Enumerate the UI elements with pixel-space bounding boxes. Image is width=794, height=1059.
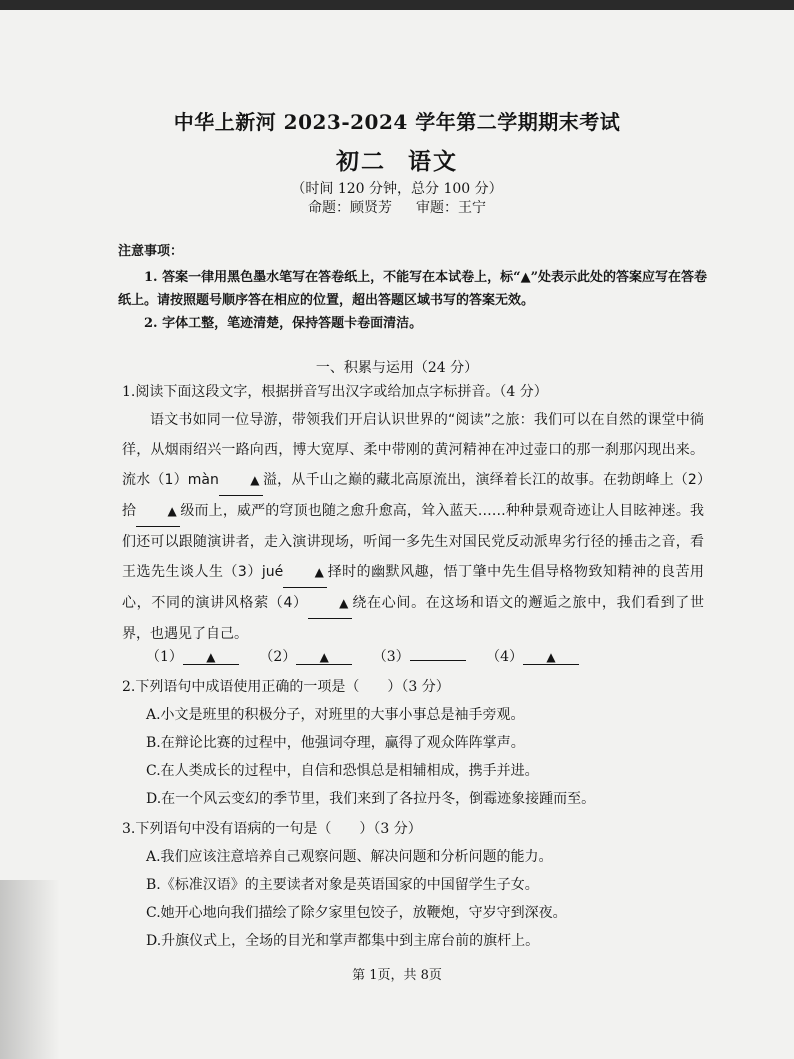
answer-slot-4 [523,650,579,665]
authors-line [0,197,794,217]
answer-slot-3 [410,660,466,661]
passage-text: 择时的幽默风趣，悟丁肇中先生倡导格物致知精神的良苦用心，不同的演讲风格萦（4） [122,564,704,611]
notice-item: 2. 字体工整，笔迹清楚，保持答题卡卷面清洁。 [144,316,423,331]
answer-slot-2 [296,650,352,665]
exam-subject-line [0,143,794,176]
passage-text: 级而上，威严的穹顶也随之愈升愈高，耸入蓝天……种种景观奇迹让人目眩神迷。我们还可以跟随演讲者，走入演讲现场，听闻一多先生对国民党反动派卑劣行径的捶击之音，看王选先生谈人生（3）jué [122,503,705,580]
question-2-option: B.在辩论比赛的过程中，他强词夺理，赢得了观众阵阵掌声。 [146,735,525,751]
question-3-prompt: 3.下列语句中没有语病的一句是（ ）（3 分） [122,821,422,837]
passage-text: 绕在心间。在这场和语文的邂逅之旅中，我们看到了世界，也遇见了自己。 [122,595,704,642]
answer-blank-1 [219,465,263,496]
question-3-option: D.升旗仪式上，全场的目光和掌声都集中到主席台前的旗杆上。 [146,933,540,949]
question-2-option: A.小文是班里的积极分子，对班里的大事小事总是袖手旁观。 [146,707,525,723]
grade-label: 初二 [336,148,386,175]
author-label: 命题：顾贤芳 [308,200,392,216]
answer-blank-3 [283,557,327,588]
question-2-option: C.在人类成长的过程中，自信和恐惧总是相辅相成，携手并进。 [146,763,539,779]
triangle-marker: ▲ [167,504,177,518]
notice-heading: 注意事项： [118,244,184,259]
notice-item: 1. 答案一律用黑色墨水笔写在答卷纸上，不能写在本试卷上，标“▲”处表示此处的答案应写在答卷纸上。请按照题号顺序答在相应的位置，超出答题区域书写的答案无效。 [118,270,708,308]
triangle-marker: ▲ [546,650,556,664]
question-3-option: B.《标准汉语》的主要读者对象是英语国家的中国留学生子女。 [146,877,539,893]
triangle-marker: ▲ [314,565,324,579]
reading-passage [122,405,704,649]
page-footer: 第 1页，共 8页 [352,968,442,983]
answer-line [146,646,579,666]
exam-title: 中华上新河 2023-2024 学年第二学期期末考试 [173,110,621,134]
triangle-marker: ▲ [319,650,329,664]
answer-blank-4 [308,588,352,619]
time-info: （时间 120 分钟，总分 100 分） [291,181,503,197]
notice-block [118,240,718,335]
answer-label-1: （1） [146,649,183,665]
passage-text: 溢，从千山之巅的藏北高原流出，演绎着长江的故事。在勃朗峰上（2）拾 [122,472,705,519]
answer-slot-1 [183,650,239,665]
question-2-prompt: 2.下列语句中成语使用正确的一项是（ ）（3 分） [122,679,450,695]
answer-blank-2 [136,496,180,527]
answer-label-2: （2） [259,649,297,665]
answer-label-4: （4） [486,649,524,665]
question-3-option: A.我们应该注意培养自己观察问题、解决问题和分析问题的能力。 [146,849,553,865]
passage-text: 语文书如同一位导游，带领我们开启认识世界的“阅读”之旅：我们可以在自然的课堂中徜徉，从烟雨绍兴一路向西，博大宽厚、柔中带刚的黄河精神在冲过壶口的那一刹那闪现出来。流水（1）màn [122,412,704,488]
answer-label-3: （3） [372,649,410,665]
subject-label: 语文 [408,148,458,175]
section-heading: 一、积累与运用（24 分） [315,360,479,376]
triangle-marker: ▲ [250,473,260,487]
triangle-marker: ▲ [339,596,349,610]
triangle-marker: ▲ [206,650,216,664]
question-3-option: C.她开心地向我们描绘了除夕家里包饺子，放鞭炮，守岁守到深夜。 [146,905,567,921]
question-2-option: D.在一个风云变幻的季节里，我们来到了各拉丹冬，倒霉迹象接踵而至。 [146,791,596,807]
reviewer-label: 审题：王宁 [416,200,486,216]
question-1-prompt: 1.阅读下面这段文字，根据拼音写出汉字或给加点字标拼音。（4 分） [122,384,548,400]
